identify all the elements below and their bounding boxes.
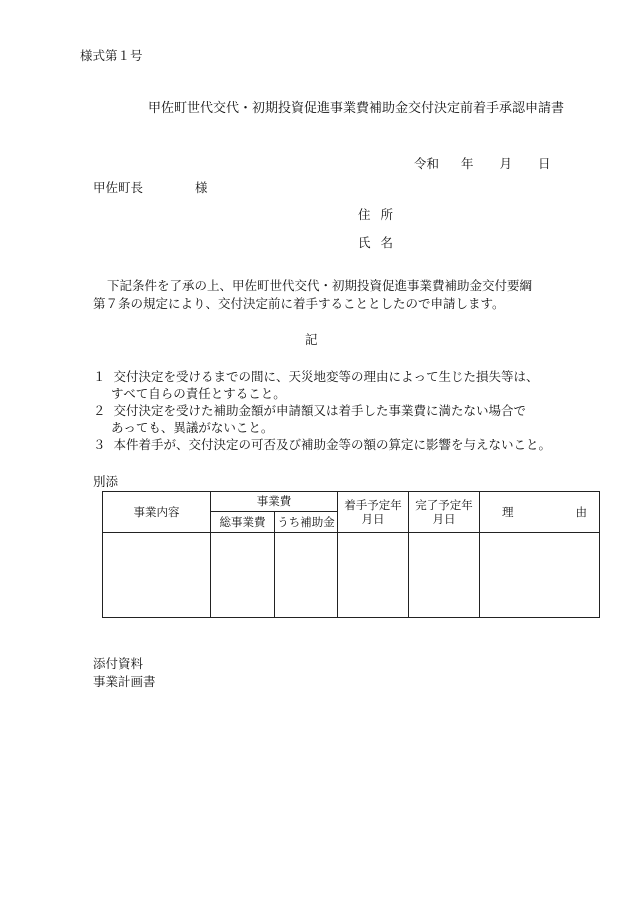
condition-1-line-1: 交付決定を受けるまでの間に、天災地変等の理由によって生じた損失等は、 bbox=[113, 369, 539, 384]
header-content: 事業内容 bbox=[103, 492, 211, 533]
attachment-item: 事業計画書 bbox=[93, 674, 156, 689]
condition-2-number: ２ bbox=[93, 403, 106, 418]
header-end-date bbox=[409, 492, 480, 533]
header-start-date bbox=[338, 492, 409, 533]
cell-reason[interactable] bbox=[480, 533, 600, 618]
address-label: 住所 bbox=[358, 207, 404, 222]
attachments-header: 添付資料 bbox=[93, 656, 144, 671]
date-line bbox=[414, 158, 551, 171]
header-start-date-line-2: 月日 bbox=[361, 512, 385, 526]
condition-1-number: １ bbox=[93, 369, 106, 384]
project-table bbox=[102, 491, 600, 618]
condition-3-line-1: 本件着手が、交付決定の可否及び補助金等の額の算定に影響を与えないこと。 bbox=[113, 437, 551, 452]
condition-1-line-2: すべて自らの責任とすること。 bbox=[111, 386, 286, 401]
condition-1 bbox=[93, 371, 538, 384]
document-title: 甲佐町世代交代・初期投資促進事業費補助金交付決定前着手承認申請書 bbox=[148, 101, 565, 116]
cell-start-date[interactable] bbox=[338, 533, 409, 618]
table-row bbox=[103, 533, 600, 618]
addressee-name: 甲佐町長 bbox=[93, 180, 144, 195]
header-cost: 事業費 bbox=[211, 492, 338, 512]
date-day: 日 bbox=[538, 156, 551, 171]
header-start-date-line-1: 着手予定年 bbox=[344, 497, 402, 512]
cell-end-date[interactable] bbox=[409, 533, 480, 618]
header-reason bbox=[480, 492, 600, 533]
header-reason-char-2: 由 bbox=[575, 504, 587, 519]
header-reason-char-1: 理 bbox=[502, 504, 514, 519]
condition-3-number: ３ bbox=[93, 437, 106, 452]
date-year: 年 bbox=[461, 156, 474, 171]
date-era: 令和 bbox=[414, 156, 440, 171]
addressee-honorific: 様 bbox=[195, 180, 208, 195]
cell-content[interactable] bbox=[103, 533, 211, 618]
header-end-date-line-1: 完了予定年 bbox=[415, 497, 473, 512]
header-total-cost: 総事業費 bbox=[211, 512, 275, 533]
name-label: 氏名 bbox=[358, 235, 404, 250]
condition-2-line-2: あっても、異議がないこと。 bbox=[111, 420, 274, 435]
body-text-line-1: 下記条件を了承の上、甲佐町世代交代・初期投資促進事業費補助金交付要綱 bbox=[107, 278, 533, 293]
attachment-label: 別添 bbox=[93, 474, 119, 489]
addressee bbox=[93, 182, 208, 195]
cell-total-cost[interactable] bbox=[211, 533, 275, 618]
condition-3 bbox=[93, 439, 551, 452]
condition-2 bbox=[93, 405, 526, 418]
condition-2-line-1: 交付決定を受けた補助金額が申請額又は着手した事業費に満たない場合で bbox=[113, 403, 526, 418]
body-text-line-2: 第７条の規定により、交付決定前に着手することとしたので申請します。 bbox=[93, 296, 505, 311]
cell-subsidy[interactable] bbox=[275, 533, 338, 618]
header-end-date-line-2: 月日 bbox=[432, 512, 456, 526]
date-month: 月 bbox=[499, 156, 513, 171]
ki-heading: 記 bbox=[305, 332, 318, 347]
header-subsidy: うち補助金 bbox=[275, 512, 338, 533]
form-number: 様式第１号 bbox=[80, 48, 143, 63]
